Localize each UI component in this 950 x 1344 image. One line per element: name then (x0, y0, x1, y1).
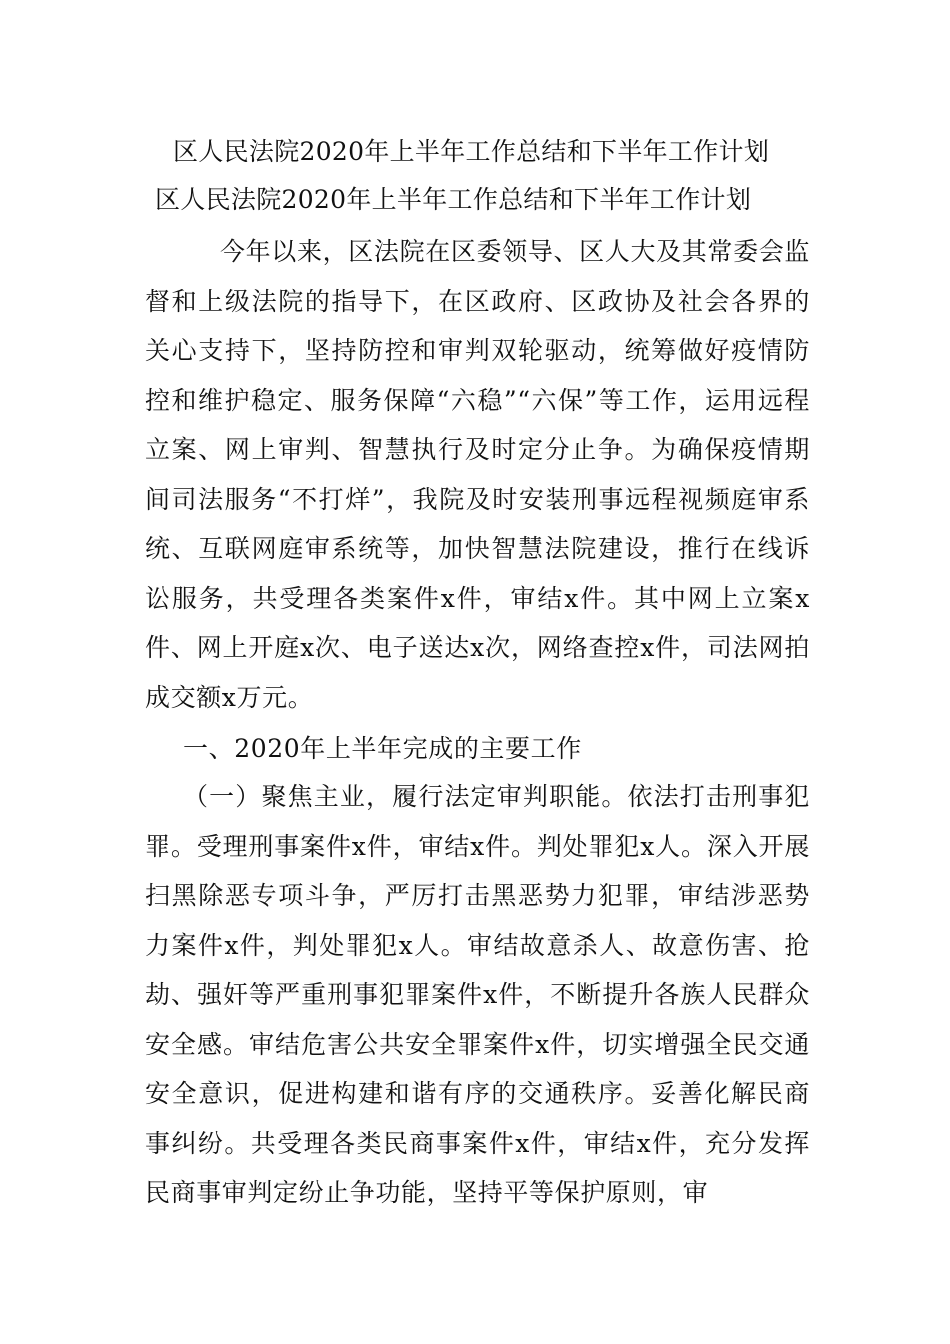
document-title-repeat: 区人民法院2020年上半年工作总结和下半年工作计划 (155, 185, 752, 214)
section-heading: 一、2020年上半年完成的主要工作 (183, 734, 582, 763)
section-paragraph: （一）聚焦主业，履行法定审判职能。依法打击刑事犯罪。受理刑事案件x件，审结x件。判处罪犯x人。深入开展扫黑除恶专项斗争，严厉打击黑恶势力犯罪，审结涉恶势力案件x件，判处罪犯x人。审结故意杀人、故意伤害、抢劫、强奸等严重刑事犯罪案件x件，不断提升各族人民群众安全感。审结危害公共安全罪案件x件，切实增强全民交通安全意识，促进构建和谐有序的交通秩序。妥善化解民商事纠纷。共受理各类民商事案件x件，审结x件，充分发挥民商事审判定纷止争功能，坚持平等保护原则，审 (145, 782, 810, 1207)
document-title: 区人民法院2020年上半年工作总结和下半年工作计划 (173, 137, 770, 166)
intro-paragraph: 今年以来，区法院在区委领导、区人大及其常委会监督和上级法院的指导下，在区政府、区政协及社会各界的关心支持下，坚持防控和审判双轮驱动，统筹做好疫情防控和维护稳定、服务保障“六稳”“六保”等工作，运用远程立案、网上审判、智慧执行及时定分止争。为确保疫情期间司法服务“不打烊”，我院及时安装刑事远程视频庭审系统、互联网庭审系统等，加快智慧法院建设，推行在线诉讼服务，共受理各类案件x件，审结x件。其中网上立案x件、网上开庭x次、电子送达x次，网络查控x件，司法网拍成交额x万元。 (145, 237, 810, 712)
